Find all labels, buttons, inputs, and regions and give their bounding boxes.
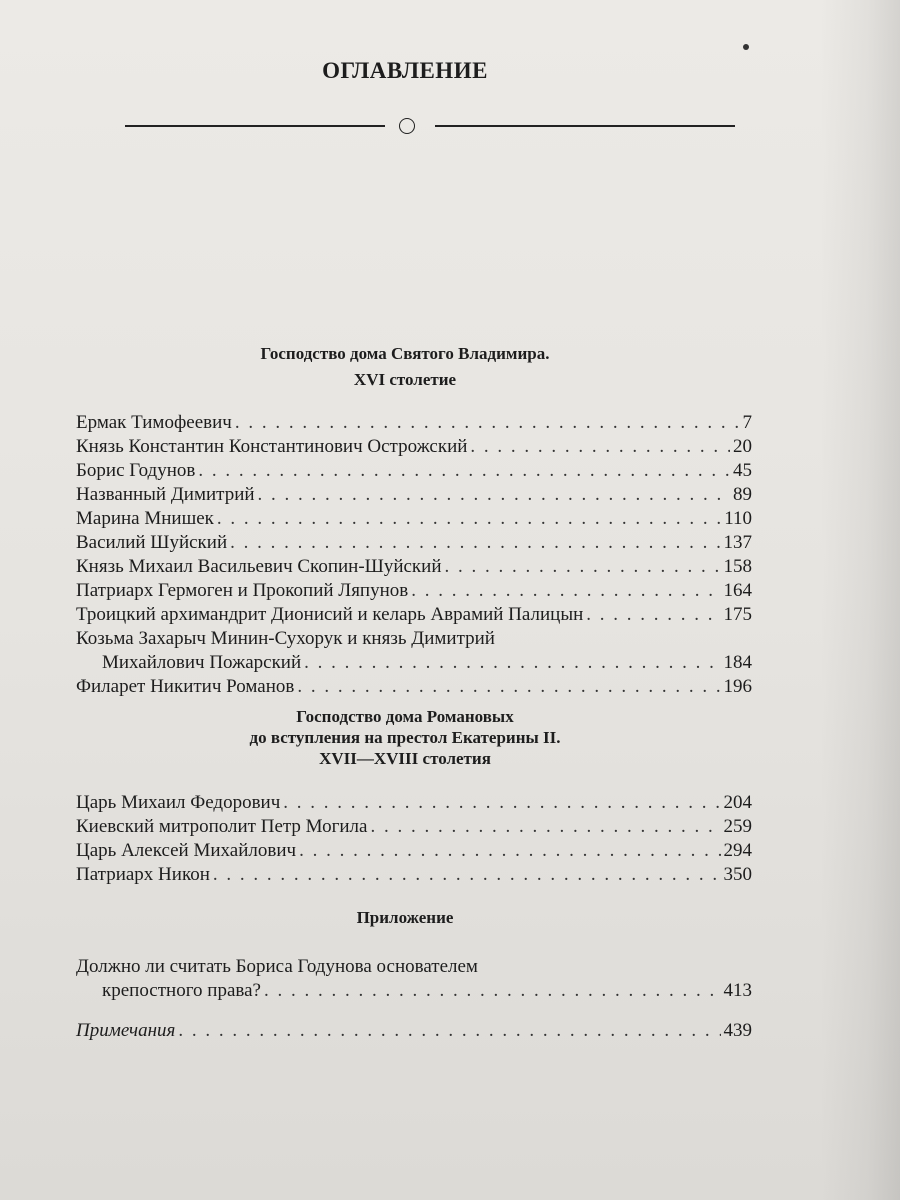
toc-entry: Названный Димитрий . . . 89 [76, 484, 752, 508]
ornament-line-left [125, 125, 385, 127]
toc-entry: Троицкий архимандрит Дионисий и келарь Аврамий Палицын . . . 175 [76, 604, 752, 628]
toc-entry: Царь Алексей Михайлович . . . 294 [76, 840, 752, 864]
section-3-line-1: Приложение [356, 908, 454, 927]
toc-entry: Патриарх Никон . . . 350 [76, 864, 752, 888]
toc-entry: Василий Шуйский . . . 137 [76, 532, 752, 556]
toc-entry-notes: Примечания . . . 439 [76, 1020, 752, 1044]
section-heading-1 [70, 343, 740, 390]
page-shadow [820, 0, 900, 1200]
toc-entry: Князь Михаил Васильевич Скопин-Шуйский . . . 158 [76, 556, 752, 580]
toc-entry: Борис Годунов . . . 45 [76, 460, 752, 484]
toc-entry: Киевский митрополит Петр Могила . . . 259 [76, 816, 752, 840]
toc-entry: Филарет Никитич Романов . . . 196 [76, 676, 752, 700]
contents-heading: ОГЛАВЛЕНИЕ [322, 58, 488, 83]
ornament-line-right [435, 125, 735, 127]
toc-list-2 [76, 792, 752, 888]
ink-dot [743, 44, 749, 50]
toc-entry: Царь Михаил Федорович . . . 204 [76, 792, 752, 816]
toc-list-1 [76, 412, 752, 700]
toc-entry-line-1: Козьма Захарыч Минин-Сухорук и князь Димитрий [76, 628, 495, 649]
section-2-line-1: Господство дома Романовых [296, 707, 514, 726]
toc-entry: крепостного права? . . . 413 [76, 980, 752, 1004]
toc-entry: Патриарх Гермоген и Прокопий Ляпунов . . . 164 [76, 580, 752, 604]
section-1-line-2: XVI столетие [353, 370, 457, 389]
toc-entry: Марина Мнишек . . . 110 [76, 508, 752, 532]
toc-list-4 [76, 1020, 752, 1044]
section-heading-3 [70, 907, 740, 928]
section-2-line-3: XVII—XVIII столетия [319, 749, 491, 768]
toc-entry: Михайлович Пожарский . . . 184 [76, 652, 752, 676]
appendix-title-line-1: Должно ли считать Бориса Годунова основателем [76, 956, 478, 977]
heading-ornament [125, 115, 735, 137]
toc-entry: Князь Константин Константинович Острожский . . . 20 [76, 436, 752, 460]
section-heading-2 [70, 706, 740, 769]
toc-entry: Ермак Тимофеевич . . . 7 [76, 412, 752, 436]
toc-list-3 [76, 956, 752, 1004]
section-2-line-2: до вступления на престол Екатерины II. [249, 728, 561, 747]
ornament-circle [399, 118, 415, 134]
section-1-line-1: Господство дома Святого Владимира. [260, 344, 550, 363]
